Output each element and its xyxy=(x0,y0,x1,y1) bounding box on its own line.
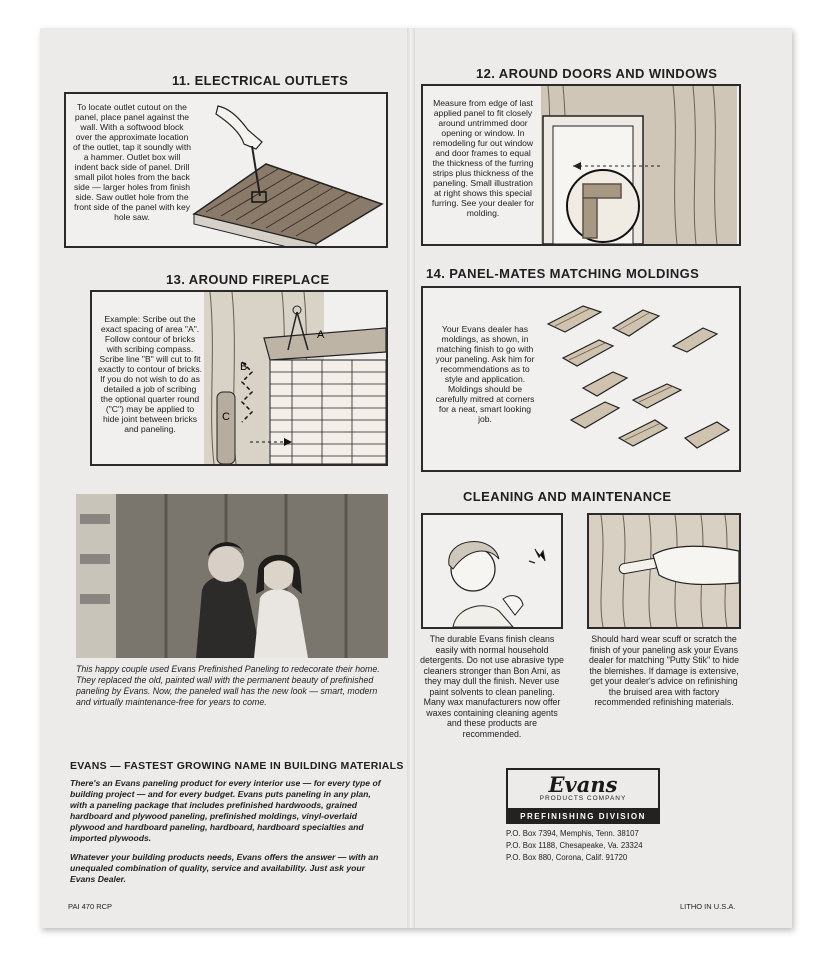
address-2: P.O. Box 1188, Chesapeake, Va. 23324 xyxy=(506,841,643,850)
putty-stik-illustration xyxy=(589,515,739,627)
door-frame-illustration xyxy=(423,86,739,244)
woman-cleaning-illustration xyxy=(423,515,561,627)
section-11-title: 11. ELECTRICAL OUTLETS xyxy=(172,73,349,88)
section-12-title: 12. AROUND DOORS AND WINDOWS xyxy=(476,66,718,81)
evans-logo xyxy=(506,768,660,810)
center-fold xyxy=(407,28,415,928)
address-1: P.O. Box 7394, Memphis, Tenn. 38107 xyxy=(506,829,639,838)
evans-logo-company: PRODUCTS COMPANY xyxy=(539,795,627,802)
cleaning-left-text: The durable Evans finish cleans easily with normal household detergents. Do not use abrasive type cleaners stronger than Bon Ami, as they may dull the finish. Never use paint solvents to clean paneling. Many wax manufacturers now offer waxes containing cleaning agents and these products are recommended. xyxy=(420,634,564,739)
evans-heading: EVANS — FASTEST GROWING NAME IN BUILDING MATERIALS xyxy=(70,760,404,772)
section-12-panel xyxy=(421,84,741,246)
moldings-illustration xyxy=(423,288,739,470)
evans-logo-wordmark: Evans xyxy=(548,772,618,797)
section-11-panel xyxy=(64,92,388,248)
section-14-title: 14. PANEL-MATES MATCHING MOLDINGS xyxy=(426,266,700,281)
section-13-panel xyxy=(90,290,388,466)
photo-caption: This happy couple used Evans Prefinished Paneling to redecorate their home. They replaced the old, painted wall with the permanent beauty of prefinished paneling by Evans. Now, the paneled wall has the new look — smart, modern and virtually maintenance-free for years to come. xyxy=(76,664,380,707)
cleaning-woman-panel xyxy=(421,513,563,629)
address-3: P.O. Box 880, Corona, Calif. 91720 xyxy=(506,853,628,862)
cleaning-right-text: Should hard wear scuff or scratch the finish of your paneling ask your Evans dealer for matching "Putty Stik" to hide the blemishes. If damage is extensive, get your dealer's advice on refinishing the bruised area with factory recommended refinishing materials. xyxy=(588,634,739,707)
section-14-panel xyxy=(421,286,741,472)
label-a: A xyxy=(317,329,325,341)
section-12-text: Measure from edge of last applied panel to fit closely around untrimmed door opening or window. In remodeling fur out window and door frames to equal the thickness of the furring strips plus thickness of the paneling. Small illustration at right shows this special furring. See your dealer for molding. xyxy=(431,98,535,218)
section-13-text: Example: Scribe out the exact spacing of area "A". Follow contour of bricks with scribing compass. Scribe line "B" will cut to fit exactly to contour of bricks. If you do not wish to do as detailed a job of scribing the optional quarter round ("C") may be applied to hide joint between bricks and paneling. xyxy=(97,314,203,434)
section-11-text: To locate outlet cutout on the panel, place panel against the wall. With a softwood block over the approximate location of the outlet, tap it soundly with a hammer. Outlet box will indent back side of panel. Drill small pilot holes from the back side — larger holes from finish side. Saw outlet hole from the front side of the panel with key hole saw. xyxy=(73,102,191,222)
footer-litho: LITHO IN U.S.A. xyxy=(680,902,736,911)
evans-paragraph-1: There's an Evans paneling product for every interior use — for every type of building project — and for every budget. Evans puts paneling in any plan, with a paneling package that includes prefinished hardwoods, grained hardboard and plywood paneling, prefinished moldings, vinyl-overlaid plywood and hardboard paneling, hardboard, hardboard specialties and imported plywoods. xyxy=(70,778,381,843)
section-14-text: Your Evans dealer has moldings, as shown, in matching finish to go with your paneling. Ask him for recommendations as to style and application. Moldings should be carefully mitred at corners for a neat, smart looking job. xyxy=(435,324,535,424)
evans-paragraph-2: Whatever your building products needs, Evans offers the answer — with an unequaled combination of quality, service and availability. Just ask your Evans Dealer. xyxy=(70,852,379,884)
label-c: C xyxy=(222,411,230,423)
label-b: B xyxy=(240,361,248,373)
brochure-sheet xyxy=(40,28,792,928)
section-13-title: 13. AROUND FIREPLACE xyxy=(166,272,330,287)
cleaning-title: CLEANING AND MAINTENANCE xyxy=(463,489,672,504)
couple-photo xyxy=(76,494,388,658)
fireplace-illustration xyxy=(92,292,386,464)
couple-photo-image xyxy=(76,494,388,658)
putty-stik-panel xyxy=(587,513,741,629)
outlet-illustration xyxy=(66,94,386,246)
division-banner: PREFINISHING DIVISION xyxy=(506,810,660,824)
footer-code: PAI 470 RCP xyxy=(68,902,113,911)
